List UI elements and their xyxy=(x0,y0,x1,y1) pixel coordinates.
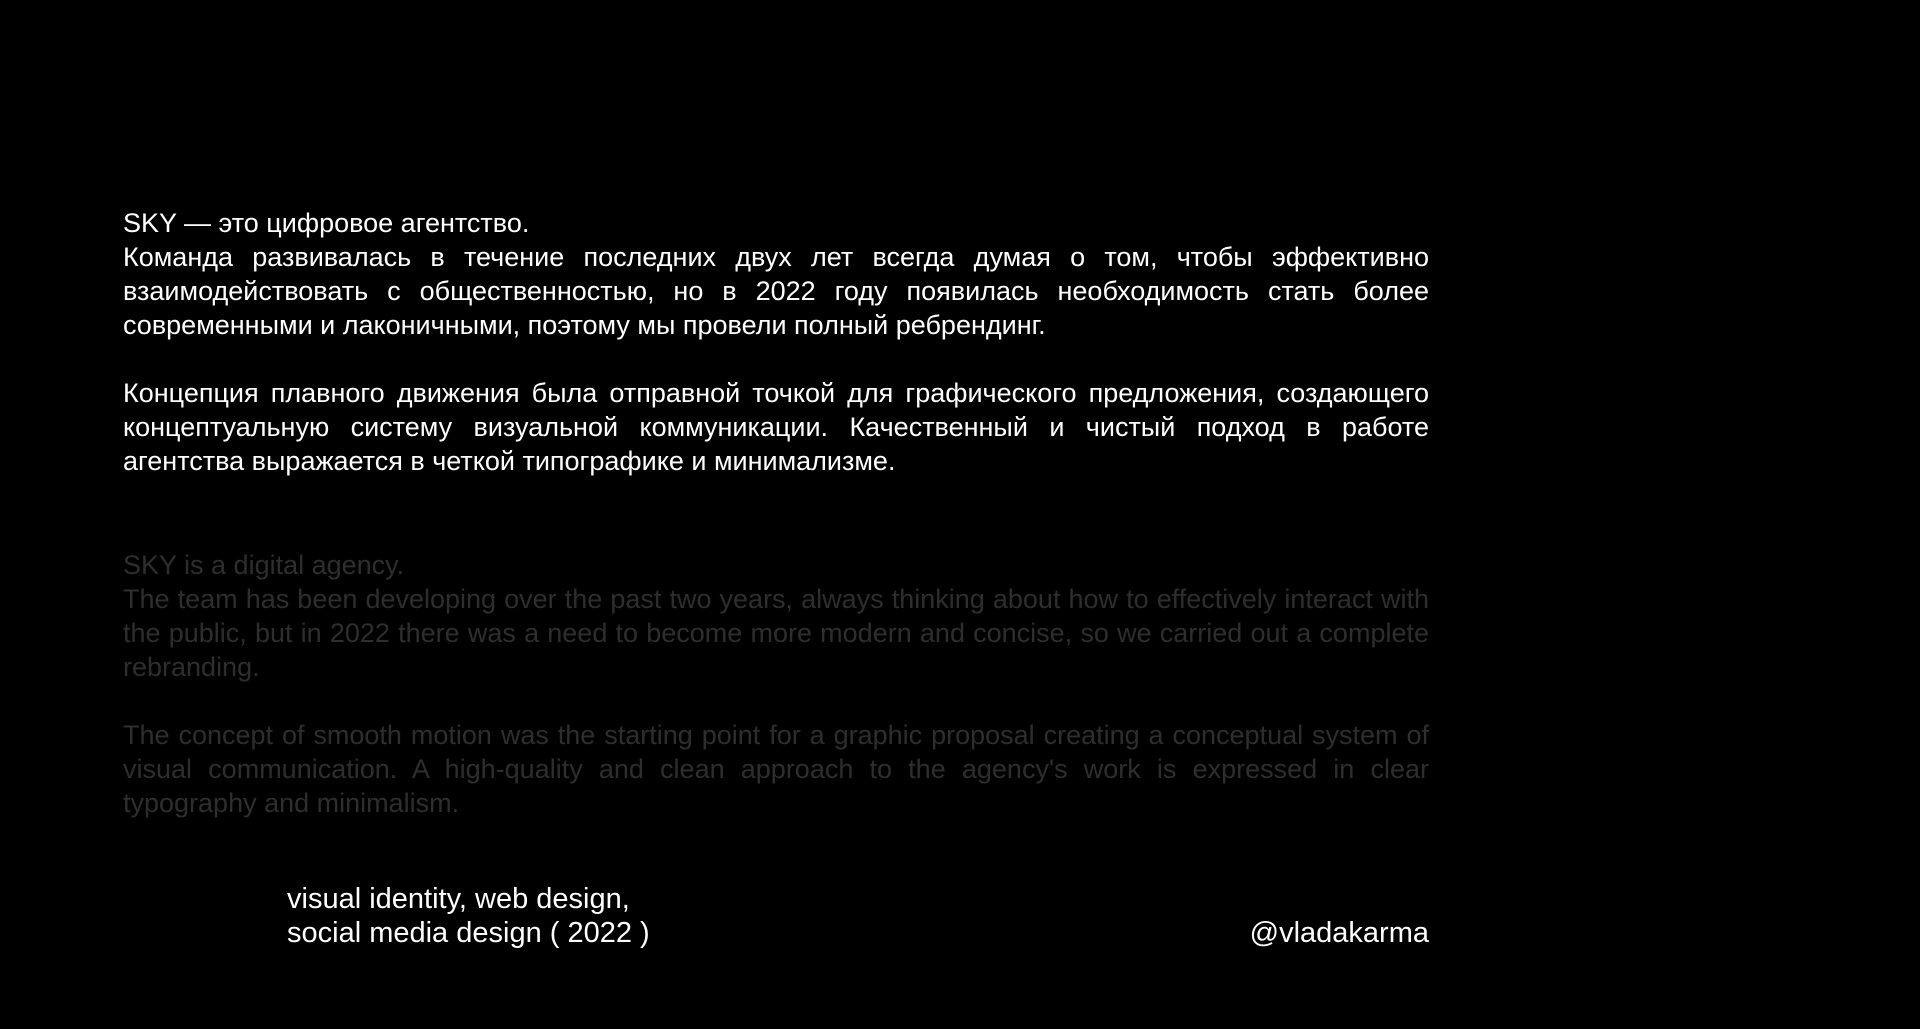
english-paragraph-2: The concept of smooth motion was the starting point for a graphic proposal creating a conceptual system of visual communication. A high-quality and clean approach to the agency's work is expressed in clear typography and minimalism. xyxy=(123,720,1429,818)
russian-description xyxy=(123,206,1429,478)
russian-paragraph-1: Команда развивалась в течение последних двух лет всегда думая о том, чтобы эффективно взаимодействовать с общественностью, но в 2022 году появилась необходимость стать более современными и лаконичными, поэтому мы провели полный ребрендинг. xyxy=(123,242,1429,340)
paragraph-gap xyxy=(123,342,1429,376)
services-line-2: social media design ( 2022 ) xyxy=(287,917,650,949)
english-paragraph-1: The team has been developing over the past two years, always thinking about how to effectively interact with the public, but in 2022 there was a need to become more modern and concise, so we carried out a complete rebranding. xyxy=(123,584,1429,682)
author-handle: @vladakarma xyxy=(1249,917,1429,949)
english-description xyxy=(123,548,1429,820)
services-line-1: visual identity, web design, xyxy=(287,883,630,915)
russian-paragraph-2: Концепция плавного движения была отправной точкой для графического предложения, создающего концептуальную систему визуальной коммуникации. Качественный и чистый подход в работе агентства выражается в четкой типографике и минимализме. xyxy=(123,378,1429,476)
english-heading: SKY is a digital agency. xyxy=(123,550,405,580)
paragraph-gap xyxy=(123,684,1429,718)
services-credit xyxy=(287,882,650,950)
russian-heading: SKY — это цифровое агентство. xyxy=(123,208,530,238)
